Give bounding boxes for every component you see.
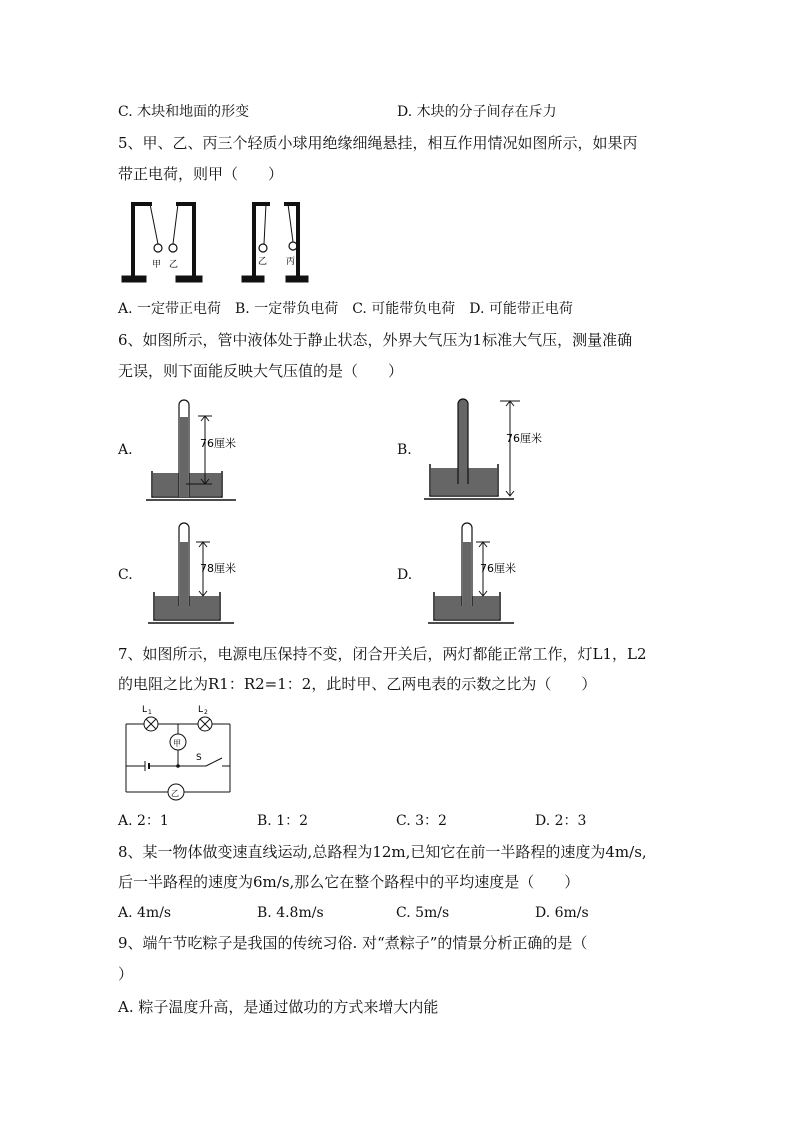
q6-option-d-letter: D. bbox=[397, 567, 413, 583]
q7-stem-line1: 7、如图所示，电源电压保持不变，闭合开关后，两灯都能正常工作，灯L1，L2 bbox=[118, 645, 647, 663]
q6-option-c-letter: C. bbox=[118, 567, 133, 583]
q6-d-height-label: 76厘米 bbox=[480, 562, 516, 575]
q5-label-yi: 乙 bbox=[169, 260, 179, 270]
q9-stem-line1: 9、端午节吃粽子是我国的传统习俗. 对“煮粽子”的情景分析正确的是（ bbox=[118, 934, 588, 952]
q8-stem-line2: 后一半路程的速度为6m/s,那么它在整个路程中的平均速度是（ ） bbox=[118, 873, 580, 891]
q5-label-yi2: 乙 bbox=[258, 257, 268, 267]
q6-c-height-label: 78厘米 bbox=[200, 562, 236, 575]
q6-option-b-letter: B. bbox=[397, 442, 412, 458]
q7-option-c: C. 3：2 bbox=[396, 813, 447, 829]
q6-stem-line1: 6、如图所示，管中液体处于静止状态，外界大气压为1标准大气压，测量准确 bbox=[118, 331, 633, 349]
q9-option-a: A. 粽子温度升高，是通过做功的方式来增大内能 bbox=[118, 998, 439, 1016]
q4-option-c: C. 木块和地面的形变 bbox=[118, 104, 250, 120]
q7-label-meter-yi: 乙 bbox=[171, 789, 179, 798]
q6-b-height-label: 76厘米 bbox=[506, 432, 542, 445]
q5-stem-line2: 带正电荷，则甲（ ） bbox=[118, 165, 284, 183]
q7-option-b: B. 1：2 bbox=[257, 813, 309, 829]
q5-figure bbox=[118, 196, 318, 288]
q6-figure-d bbox=[428, 520, 528, 628]
q7-label-l1-sub: 1 bbox=[148, 709, 152, 716]
q8-option-d: D. 6m/s bbox=[535, 905, 589, 921]
q7-circuit-diagram bbox=[118, 700, 242, 804]
q7-label-l2: L bbox=[198, 705, 204, 715]
q7-label-meter-jia: 甲 bbox=[173, 739, 181, 748]
q6-stem-line2: 无误，则下面能反映大气压值的是（ ） bbox=[118, 362, 404, 380]
q6-figure-b bbox=[424, 396, 554, 504]
q5-stand-yi-bing bbox=[242, 202, 308, 282]
q7-stem-line2: 的电阻之比为R1：R2=1：2，此时甲、乙两电表的示数之比为（ ） bbox=[118, 675, 597, 693]
q7-label-l2-sub: 2 bbox=[204, 709, 208, 716]
q7-label-switch: S bbox=[196, 753, 202, 763]
q8-option-c: C. 5m/s bbox=[396, 905, 450, 921]
q8-option-b: B. 4.8m/s bbox=[257, 905, 324, 921]
q5-options: A. 一定带正电荷 B. 一定带负电荷 C. 可能带负电荷 D. 可能带正电荷 bbox=[118, 301, 573, 317]
q7-option-a: A. 2：1 bbox=[118, 813, 169, 829]
q9-stem-line2: ） bbox=[118, 965, 134, 983]
q6-figure-a bbox=[146, 397, 246, 503]
q4-option-d: D. 木块的分子间存在斥力 bbox=[397, 104, 557, 120]
q5-label-jia: 甲 bbox=[152, 260, 162, 270]
q5-stand-jia-yi bbox=[122, 202, 202, 282]
q6-figure-c bbox=[148, 520, 248, 628]
q6-a-height-label: 76厘米 bbox=[200, 437, 236, 450]
q7-label-l1: L bbox=[142, 705, 148, 715]
q8-option-a: A. 4m/s bbox=[118, 905, 172, 921]
q5-label-bing: 丙 bbox=[286, 257, 296, 267]
q5-stem-line1: 5、甲、乙、丙三个轻质小球用绝缘细绳悬挂，相互作用情况如图所示，如果丙 bbox=[118, 134, 638, 152]
q6-option-a-letter: A. bbox=[118, 442, 133, 458]
q8-stem-line1: 8、某一物体做变速直线运动,总路程为12m,已知它在前一半路程的速度为4m/s, bbox=[118, 843, 647, 861]
q7-option-d: D. 2：3 bbox=[535, 813, 587, 829]
